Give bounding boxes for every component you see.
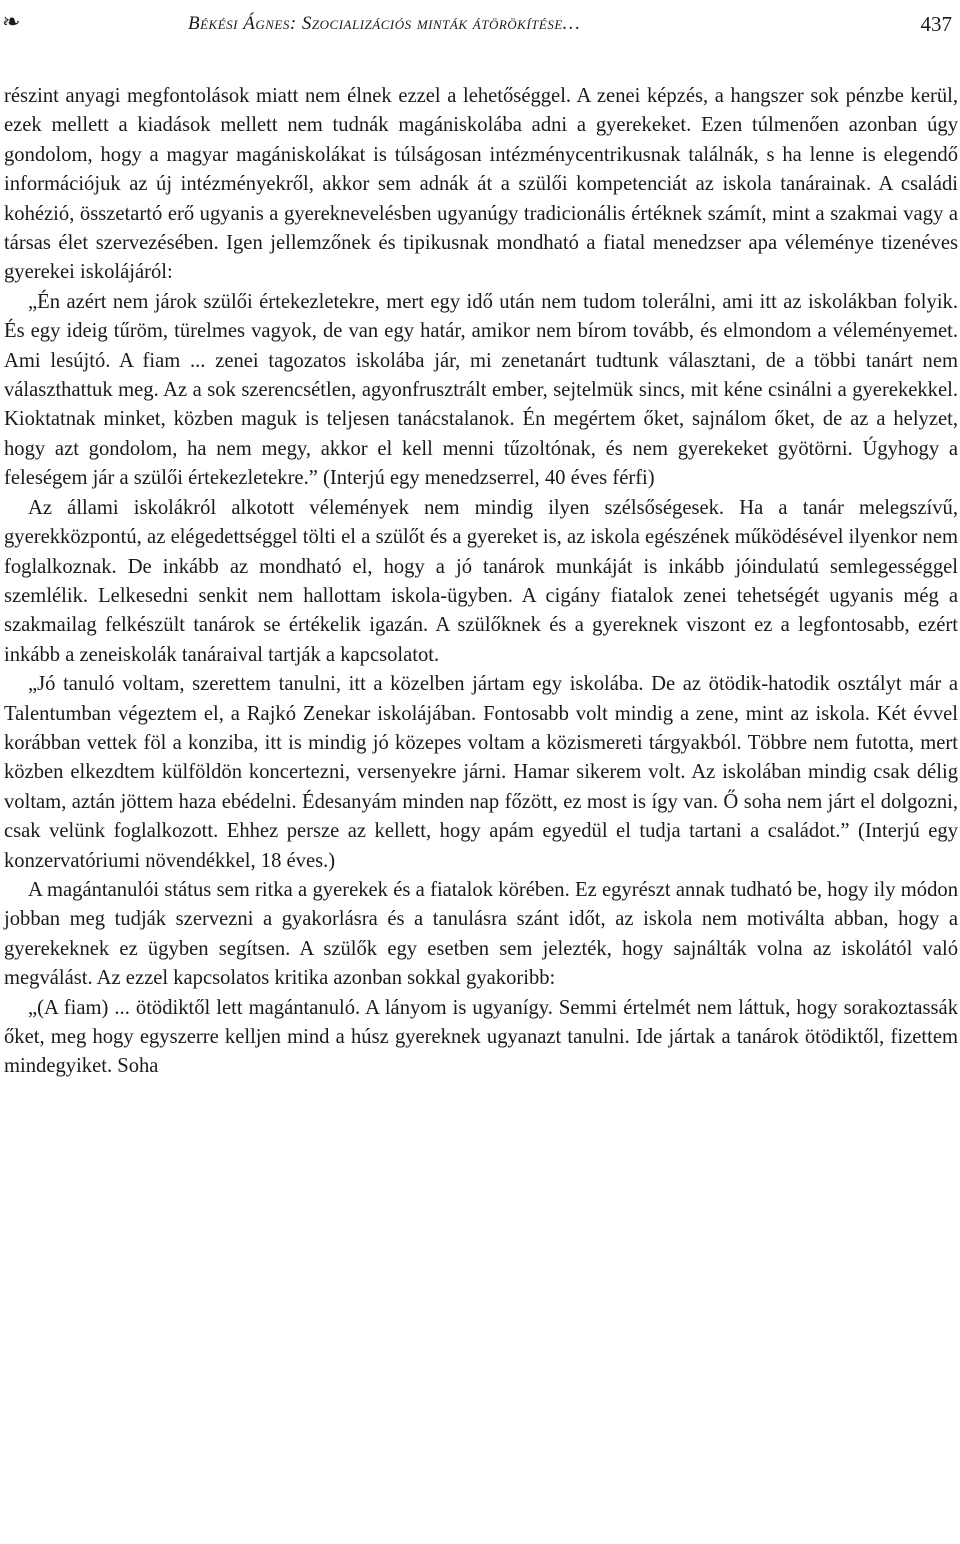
- page-number: 437: [920, 12, 952, 36]
- body-text: [4, 82, 958, 1082]
- paragraph-continuation: részint anyagi megfontolások miatt nem élnek ezzel a lehetőséggel. A zenei képzés, a hangszer sok pénzbe kerül, ezek mellett a kiadások mellett nem tudnák magániskolába adni a gyerekeket. Ezen túlmenően azonban úgy gondolom, hogy a magyar magániskolákat is túlságosan intézménycentrikusnak találnák, s ha lenne is elegendő információjuk az új intézményekről, akkor sem adnák át a szülői kompetenciát az iskola tanárainak. A családi kohézió, összetartó erő ugyanis a gyereknevelésben ugyanúgy tradicionális értéknek számít, mint a szakmai vagy a társas élet szervezésében. Igen jellemzőnek és tipikusnak mondható a fiatal menedzser apa véleménye tizenéves gyerekei iskolájáról:: [4, 85, 958, 284]
- paragraph-private-student: A magántanulói státus sem ritka a gyerekek és a fiatalok körében. Ez egyrészt annak tudható be, hogy ily módon jobban meg tudják szervezni a gyakorlásra és a tanulásra szánt időt, az iskola nem motiválta abban, hogy a gyerekeknek ez ügyben segítsen. A szülők egy esetben sem jelezték, hogy sajnálták volna az iskolától való megválást. Az ezzel kapcsolatos kritika azonban sokkal gyakoribb:: [4, 878, 958, 990]
- quote-student-interview: „Jó tanuló voltam, szerettem tanulni, itt a közelben jártam egy iskolába. De az ötödik-hatodik osztályt már a Talentumban végeztem el, a Rajkó Zenekar iskolájában. Fontosabb volt mindig a zene, mint az iskola. Két évvel korábban vettek föl a konziba, itt is mindig jó közepes voltam a közismereti tárgyakból. Többre nem futotta, mert közben elkezdtem külföldön koncertezni, versenyekre járni. Hamar sikerem volt. Az iskolában mindig csak délig voltam, aztán jöttem haza ebédelni. Édesanyám minden nap főzött, ez most is így van. Ő soha nem járt el dolgozni, csak velünk foglalkozott. Ehhez persze az kellett, hogy apám egyedül el tudja tartani a családot.” (Interjú egy konzervatóriumi növendékkel, 18 éves.): [4, 673, 958, 872]
- quote-manager-interview: „Én azért nem járok szülői értekezletekre, mert egy idő után nem tudom tolerálni, ami itt az iskolákban folyik. És egy ideig tűröm, türelmes vagyok, de van egy határ, amikor nem bírom tovább, és elmondom a véleményemet. Ami lesújtó. A fiam ... zenei tagozatos iskolába jár, mi zenetanárt tudtunk választani, de a többi tanárt nem választhattuk meg. Az a sok szerencsétlen, agyonfrusztrált ember, sejtelmük sincs, mit kéne csinálni a gyerekekkel. Kioktatnak minket, közben maguk is teljesen tanácstalanok. Én megértem őket, sajnálom őket, de az a helyzet, hogy azt gondolom, ha nem megy, akkor el kell menni tűzoltónak, és nem gyerekeket gyötörni. Úgyhogy a feleségem jár a szülői értekezletekre.” (Interjú egy menedzserrel, 40 éves férfi): [4, 290, 958, 490]
- running-head: [0, 8, 960, 42]
- fleuron-icon: ❧: [2, 9, 21, 34]
- quote-parent-interview: „(A fiam) ... ötödiktől lett magántanuló. A lányom is ugyanígy. Semmi értelmét nem láttuk, hogy sorakoztassák őket, meg hogy egyszerre kelljen mind a húsz gyereknek ugyanazt tanulni. Ide jártak a tanárok ötödiktől, fizettem mindegyiket. Soha: [4, 996, 958, 1078]
- running-title: Békési Ágnes: Szocializációs minták átörökítése…: [188, 13, 581, 34]
- paragraph-state-schools: Az állami iskolákról alkotott vélemények nem mindig ilyen szélsőségesek. Ha a tanár melegszívű, gyerekközpontú, az elégedettséggel tölti el a szülőt és a gyereket is, az iskola egészének működésével ilyenkor nem foglalkoznak. De inkább az mondható el, hogy a jó tanárok munkáját is inkább jóindulatú semlegességgel szemlélik. Lelkesedni senkit nem hallottam iskola-ügyben. A cigány fiatalok zenei tehetségét ugyanis még a szakmailag felkészült tanárok se értékelik igazán. A szülőknek és a gyereknek viszont ez a legfontosabb, ezért inkább a zeneiskolák tanáraival tartják a kapcsolatot.: [4, 496, 958, 666]
